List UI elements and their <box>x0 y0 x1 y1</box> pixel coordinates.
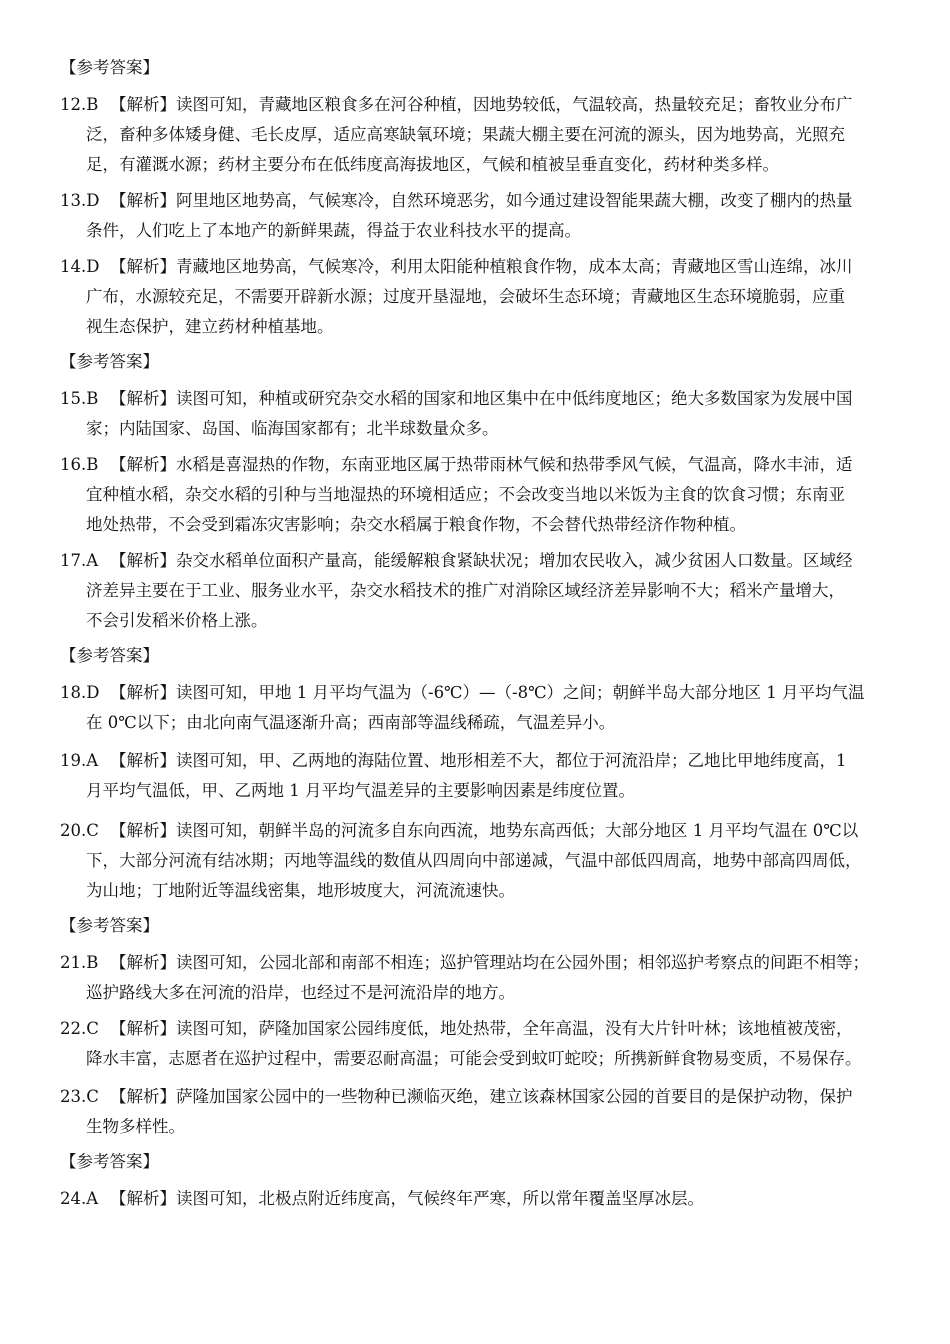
answer-number: 17.A <box>60 551 99 570</box>
answer-item-20 <box>60 816 895 906</box>
answer-line: 15.B 【解析】读图可知，种植或研究杂交水稻的国家和地区集中在中低纬度地区；绝大多数国家为发展中国 <box>60 384 895 414</box>
answer-line: 泛，畜种多体矮身健、毛长皮厚，适应高寒缺氧环境；果蔬大棚主要在河流的源头，因为地势高，光照充 <box>86 125 845 144</box>
answer-number: 20.C <box>60 821 99 840</box>
answer-number: 19.A <box>60 751 99 770</box>
answer-line: 下，大部分河流有结冰期；丙地等温线的数值从四周向中部递减，气温中部低四周高，地势中部高四周低， <box>86 851 862 870</box>
section-heading: 【参考答案】 <box>60 646 159 665</box>
answer-line: 13.D 【解析】阿里地区地势高，气候寒冷，自然环境恶劣，如今通过建设智能果蔬大棚，改变了棚内的热量 <box>60 186 895 216</box>
answer-line: 济差异主要在于工业、服务业水平，杂交水稻技术的推广对消除区域经济差异影响不大；稻米产量增大， <box>86 581 845 600</box>
answer-number: 12.B <box>60 95 99 114</box>
answer-item-22 <box>60 1014 895 1074</box>
section-heading: 【参考答案】 <box>60 1152 159 1171</box>
answer-number: 24.A <box>60 1189 99 1208</box>
answer-line: 视生态保护，建立药材种植基地。 <box>86 317 334 336</box>
answer-item-21 <box>60 948 895 1008</box>
answer-item-13 <box>60 186 895 246</box>
answer-number: 15.B <box>60 389 99 408</box>
answer-line: 17.A 【解析】杂交水稻单位面积产量高，能缓解粮食紧缺状况；增加农民收入，减少贫困人口数量。区域经 <box>60 546 895 576</box>
answer-item-24 <box>60 1184 895 1214</box>
answer-line: 20.C 【解析】读图可知，朝鲜半岛的河流多自东向西流，地势东高西低；大部分地区 1 月平均气温在 0℃以 <box>60 816 895 846</box>
answer-line: 足，有灌溉水源；药材主要分布在低纬度高海拔地区，气候和植被呈垂直变化，药材种类多样。 <box>86 155 779 174</box>
answer-item-17 <box>60 546 895 636</box>
answer-number: 14.D <box>60 257 100 276</box>
section-heading: 【参考答案】 <box>60 58 159 77</box>
answer-line: 宜种植水稻，杂交水稻的引种与当地湿热的环境相适应；不会改变当地以米饭为主食的饮食习惯；东南亚 <box>86 485 845 504</box>
answer-line: 16.B 【解析】水稻是喜湿热的作物，东南亚地区属于热带雨林气候和热带季风气候，气温高，降水丰沛，适 <box>60 450 895 480</box>
answer-number: 21.B <box>60 953 99 972</box>
answer-line: 14.D 【解析】青藏地区地势高，气候寒冷，利用太阳能种植粮食作物，成本太高；青藏地区雪山连绵，冰川 <box>60 252 895 282</box>
answer-number: 22.C <box>60 1019 99 1038</box>
answer-item-12 <box>60 90 895 180</box>
answer-number: 13.D <box>60 191 100 210</box>
answer-line: 降水丰富，志愿者在巡护过程中，需要忍耐高温；可能会受到蚊叮蛇咬；所携新鲜食物易变质，不易保存。 <box>86 1049 862 1068</box>
answer-line: 家；内陆国家、岛国、临海国家都有；北半球数量众多。 <box>86 419 499 438</box>
answer-item-23 <box>60 1082 895 1142</box>
answer-line: 24.A 【解析】读图可知，北极点附近纬度高，气候终年严寒，所以常年覆盖坚厚冰层。 <box>60 1184 895 1214</box>
answer-line: 月平均气温低，甲、乙两地 1 月平均气温差异的主要影响因素是纬度位置。 <box>86 781 635 800</box>
answer-line: 21.B 【解析】读图可知，公园北部和南部不相连；巡护管理站均在公园外围；相邻巡护考察点的间距不相等； <box>60 948 895 978</box>
section-heading: 【参考答案】 <box>60 916 159 935</box>
answer-item-15 <box>60 384 895 444</box>
answer-item-18 <box>60 678 895 738</box>
answer-line: 22.C 【解析】读图可知，萨隆加国家公园纬度低，地处热带，全年高温，没有大片针叶林；该地植被茂密， <box>60 1014 895 1044</box>
answer-line: 23.C 【解析】萨隆加国家公园中的一些物种已濒临灭绝，建立该森林国家公园的首要目的是保护动物，保护 <box>60 1082 895 1112</box>
answer-line: 18.D 【解析】读图可知，甲地 1 月平均气温为（-6℃）—（-8℃）之间；朝鲜半岛大部分地区 1 月平均气温 <box>60 678 895 708</box>
answer-line: 巡护路线大多在河流的沿岸，也经过不是河流沿岸的地方。 <box>86 983 515 1002</box>
answer-item-16 <box>60 450 895 540</box>
answer-line: 广布，水源较充足，不需要开辟新水源；过度开垦湿地，会破坏生态环境；青藏地区生态环境脆弱，应重 <box>86 287 845 306</box>
answer-line: 为山地；丁地附近等温线密集，地形坡度大，河流流速快。 <box>86 881 515 900</box>
answer-line: 19.A 【解析】读图可知，甲、乙两地的海陆位置、地形相差不大，都位于河流沿岸；乙地比甲地纬度高，1 <box>60 746 895 776</box>
answer-line: 不会引发稻米价格上涨。 <box>86 611 268 630</box>
answer-line: 地处热带，不会受到霜冻灾害影响；杂交水稻属于粮食作物，不会替代热带经济作物种植。 <box>86 515 746 534</box>
section-heading: 【参考答案】 <box>60 352 159 371</box>
answer-line: 条件，人们吃上了本地产的新鲜果蔬，得益于农业科技水平的提高。 <box>86 221 581 240</box>
answer-number: 16.B <box>60 455 99 474</box>
answer-number: 23.C <box>60 1087 99 1106</box>
answer-line: 生物多样性。 <box>86 1117 185 1136</box>
answer-line: 在 0℃以下；由北向南气温逐渐升高；西南部等温线稀疏，气温差异小。 <box>86 713 616 732</box>
answer-item-14 <box>60 252 895 342</box>
answer-number: 18.D <box>60 683 100 702</box>
answer-item-19 <box>60 746 895 806</box>
answer-line: 12.B 【解析】读图可知，青藏地区粮食多在河谷种植，因地势较低，气温较高，热量较充足；畜牧业分布广 <box>60 90 895 120</box>
